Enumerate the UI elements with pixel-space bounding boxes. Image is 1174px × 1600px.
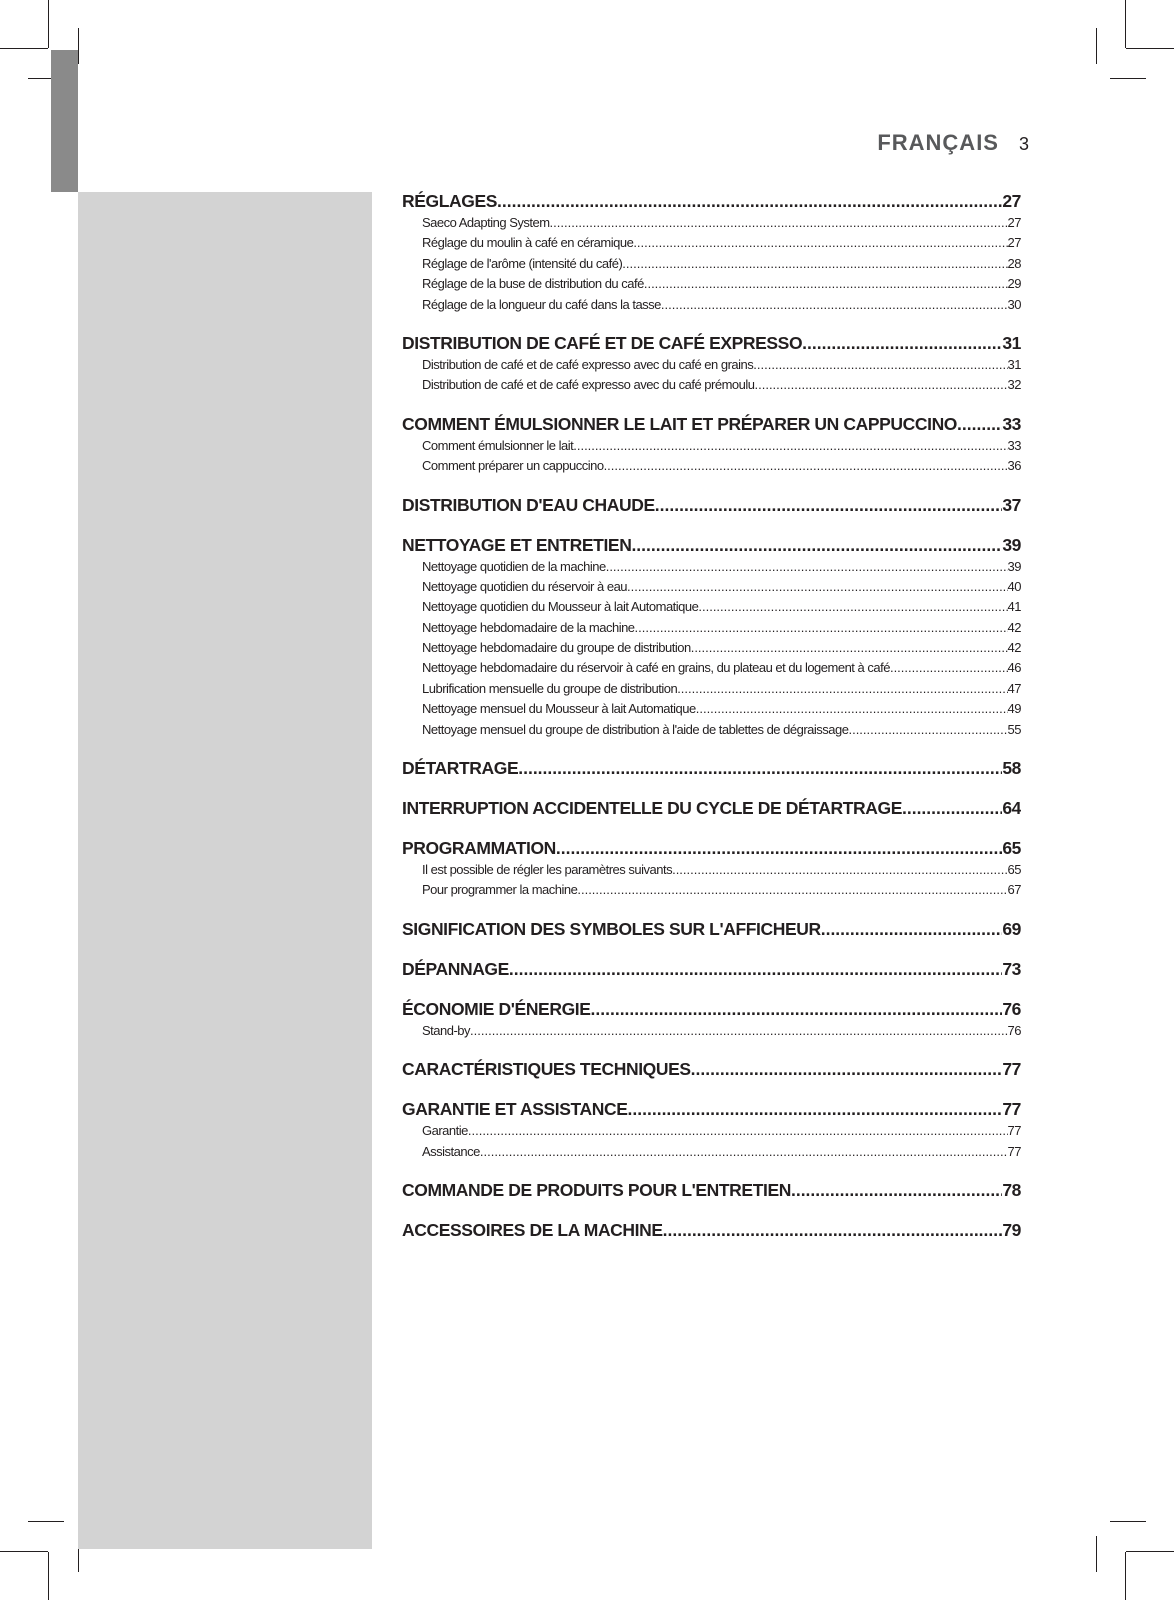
dot-leader (509, 957, 1002, 981)
toc-subentry[interactable] (402, 860, 1021, 880)
toc-entry-page: 77 (1002, 1099, 1021, 1120)
toc-entry[interactable] (402, 331, 1021, 355)
crop-mark (48, 1552, 49, 1600)
toc-entry-title: SIGNIFICATION DES SYMBOLES SUR L'AFFICHEUR (402, 918, 821, 939)
toc-subentry-title: Il est possible de régler les paramètres suivants (422, 862, 673, 878)
toc-entry-page: 64 (1002, 798, 1021, 819)
toc-subentry-title: Nettoyage mensuel du Mousseur à lait Automatique (422, 701, 696, 717)
toc-subentry-page: 77 (1007, 1123, 1021, 1139)
toc-subentry-page: 27 (1007, 235, 1021, 251)
toc-subentry-page: 49 (1007, 701, 1021, 717)
toc-subentry[interactable] (402, 638, 1021, 658)
toc-section (402, 917, 1021, 941)
toc-subentry-page: 30 (1007, 296, 1021, 312)
crop-mark (0, 1551, 48, 1552)
toc-entry[interactable] (402, 412, 1021, 436)
toc-section (402, 756, 1021, 780)
toc-entry-title: DISTRIBUTION D'EAU CHAUDE (402, 494, 655, 515)
toc-entry-page: 33 (1002, 413, 1021, 434)
toc-subentry-title: Nettoyage hebdomadaire de la machine (422, 619, 635, 635)
crop-mark (1126, 48, 1174, 49)
toc-entry-page: 58 (1002, 758, 1021, 779)
toc-subentry-page: 36 (1007, 458, 1021, 474)
crop-mark (1125, 1552, 1126, 1600)
toc-subentry-title: Garantie (422, 1123, 468, 1139)
toc-subentry-title: Comment émulsionner le lait (422, 437, 574, 453)
toc-section (402, 493, 1021, 517)
toc-subentry[interactable] (402, 679, 1021, 699)
toc-section (402, 997, 1021, 1041)
dot-leader (691, 638, 1008, 658)
crop-mark (78, 28, 79, 64)
dot-leader (518, 756, 1002, 780)
toc-subentry[interactable] (402, 295, 1021, 315)
crop-mark (1096, 28, 1097, 64)
side-tab (51, 50, 78, 192)
toc-subentry[interactable] (402, 557, 1021, 577)
toc-subentry[interactable] (402, 355, 1021, 375)
toc-subentry-page: 76 (1007, 1022, 1021, 1038)
dot-leader (573, 436, 1007, 456)
toc-section (402, 836, 1021, 901)
toc-entry-page: 31 (1002, 332, 1021, 353)
toc-subentry-page: 41 (1007, 599, 1021, 615)
toc-entry-title: GARANTIE ET ASSISTANCE (402, 1099, 628, 1120)
dot-leader (556, 836, 1002, 860)
dot-leader (635, 618, 1008, 638)
toc-section (402, 412, 1021, 477)
toc-entry-page: 73 (1002, 958, 1021, 979)
toc-subentry-page: 28 (1007, 255, 1021, 271)
dot-leader (655, 493, 1003, 517)
toc-entry-page: 65 (1002, 838, 1021, 859)
toc-subentry-title: Réglage de l'arôme (intensité du café) (422, 255, 623, 271)
toc-subentry-page: 42 (1007, 619, 1021, 635)
dot-leader (480, 1142, 1008, 1162)
toc-entry-title: DÉTARTRAGE (402, 758, 519, 779)
dot-leader (644, 274, 1008, 294)
toc-subentry[interactable] (402, 577, 1021, 597)
dot-leader (470, 1021, 1007, 1041)
toc-entry-page: 39 (1002, 534, 1021, 555)
toc-subentry-title: Réglage de la buse de distribution du café (422, 276, 644, 292)
dot-leader (791, 1178, 1002, 1202)
toc-subentry[interactable] (402, 880, 1021, 900)
toc-subentry-page: 32 (1007, 377, 1021, 393)
toc-entry[interactable] (402, 756, 1021, 780)
toc-entry-title: COMMENT ÉMULSIONNER LE LAIT ET PRÉPARER UN CAPPUCCINO (402, 413, 958, 434)
toc-section (402, 1097, 1021, 1162)
toc-subentry-page: 27 (1007, 215, 1021, 230)
toc-entry[interactable] (402, 997, 1021, 1021)
toc-section (402, 1218, 1021, 1242)
page-header (877, 130, 1029, 156)
crop-mark (1096, 1536, 1097, 1572)
toc-subentry[interactable] (402, 720, 1021, 740)
toc-subentry-title: Distribution de café et de café expresso avec du café en grains (422, 356, 754, 372)
dot-leader (604, 456, 1008, 476)
toc-subentry-title: Assistance (422, 1143, 480, 1159)
toc-subentry[interactable] (402, 699, 1021, 719)
toc-subentry-title: Réglage de la longueur du café dans la tasse (422, 296, 661, 312)
toc-entry-page: 27 (1002, 191, 1021, 211)
dot-leader (577, 880, 1007, 900)
toc-entry-title: ÉCONOMIE D'ÉNERGIE (402, 998, 591, 1019)
toc-section (402, 331, 1021, 396)
dot-leader (591, 997, 1003, 1021)
toc-entry-title: ACCESSOIRES DE LA MACHINE (402, 1219, 663, 1240)
toc-subentry-page: 46 (1007, 660, 1021, 676)
toc-subentry[interactable] (402, 274, 1021, 294)
dot-leader (631, 533, 1002, 557)
toc-entry[interactable] (402, 1057, 1021, 1081)
toc-subentry-page: 55 (1007, 721, 1021, 737)
toc-entry-title: CARACTÉRISTIQUES TECHNIQUES (402, 1059, 691, 1080)
toc-subentry-title: Réglage du moulin à café en céramique (422, 235, 634, 251)
toc-subentry[interactable] (402, 375, 1021, 395)
dot-leader (661, 295, 1008, 315)
toc-subentry[interactable] (402, 597, 1021, 617)
toc-entry-title: NETTOYAGE ET ENTRETIEN (402, 534, 632, 555)
toc-entry-title: DÉPANNAGE (402, 958, 509, 979)
dot-leader (848, 720, 1007, 740)
toc-subentry-page: 42 (1007, 640, 1021, 656)
toc-entry[interactable] (402, 1097, 1021, 1121)
toc-entry-title: COMMANDE DE PRODUITS POUR L'ENTRETIEN (402, 1179, 791, 1200)
toc-entry[interactable] (402, 917, 1021, 941)
toc-subentry-title: Nettoyage quotidien du réservoir à eau (422, 578, 628, 594)
toc-subentry[interactable] (402, 658, 1021, 678)
toc-entry-title: RÉGLAGES (402, 191, 498, 211)
dot-leader (802, 331, 1002, 355)
toc-subentry-page: 77 (1007, 1143, 1021, 1159)
dot-leader (691, 1057, 1003, 1081)
dot-leader (606, 557, 1008, 577)
toc-section (402, 1178, 1021, 1202)
dot-leader (902, 796, 1002, 820)
toc-subentry-title: Nettoyage quotidien du Mousseur à lait Automatique (422, 599, 699, 615)
table-of-contents (402, 189, 1021, 1258)
dot-leader (698, 597, 1007, 617)
dot-leader (550, 213, 1008, 233)
dot-leader (753, 355, 1007, 375)
toc-subentry[interactable] (402, 233, 1021, 253)
toc-subentry-title: Lubrification mensuelle du groupe de distribution (422, 680, 678, 696)
toc-subentry[interactable] (402, 254, 1021, 274)
toc-entry-title: DISTRIBUTION DE CAFÉ ET DE CAFÉ EXPRESSO (402, 332, 803, 353)
toc-subentry-title: Saeco Adapting System (422, 215, 550, 230)
toc-section (402, 189, 1021, 315)
toc-subentry-page: 39 (1007, 558, 1021, 574)
toc-subentry[interactable] (402, 1142, 1021, 1162)
toc-subentry[interactable] (402, 436, 1021, 456)
dot-leader (622, 254, 1007, 274)
toc-subentry-title: Nettoyage hebdomadaire du réservoir à café en grains, du plateau et du logement à café (422, 660, 890, 676)
toc-entry-page: 77 (1002, 1059, 1021, 1080)
crop-mark (0, 48, 48, 49)
crop-mark (1110, 1521, 1146, 1522)
crop-mark (48, 0, 49, 48)
dot-leader (677, 679, 1007, 699)
dot-leader (627, 577, 1007, 597)
toc-subentry-title: Nettoyage mensuel du groupe de distribution à l'aide de tablettes de dégraissage (422, 721, 849, 737)
language-label: FRANÇAIS (877, 130, 999, 155)
dot-leader (663, 1218, 1003, 1242)
toc-subentry-title: Stand-by (422, 1022, 471, 1038)
crop-mark (1125, 0, 1126, 48)
toc-entry[interactable] (402, 796, 1021, 820)
dot-leader (672, 860, 1007, 880)
toc-subentry-title: Nettoyage quotidien de la machine (422, 558, 606, 574)
crop-mark (1110, 78, 1146, 79)
toc-subentry-page: 31 (1007, 356, 1021, 372)
dot-leader (696, 699, 1008, 719)
toc-subentry-title: Pour programmer la machine (422, 882, 578, 898)
crop-mark (1126, 1551, 1174, 1552)
dot-leader (468, 1121, 1008, 1141)
toc-entry-page: 79 (1002, 1219, 1021, 1240)
toc-subentry[interactable] (402, 1121, 1021, 1141)
toc-section (402, 796, 1021, 820)
toc-subentry-title: Comment préparer un cappuccino (422, 458, 604, 474)
toc-entry-page: 78 (1002, 1179, 1021, 1200)
toc-subentry-page: 47 (1007, 680, 1021, 696)
dot-leader (957, 412, 1002, 436)
toc-subentry[interactable] (402, 456, 1021, 476)
toc-entry-page: 37 (1002, 494, 1021, 515)
toc-entry[interactable] (402, 1178, 1021, 1202)
dot-leader (755, 375, 1008, 395)
side-panel (78, 192, 372, 1549)
toc-entry-title: PROGRAMMATION (402, 838, 556, 859)
toc-subentry-page: 29 (1007, 276, 1021, 292)
toc-subentry-page: 65 (1007, 862, 1021, 878)
toc-subentry-title: Distribution de café et de café expresso avec du café prémoulu (422, 377, 755, 393)
dot-leader (890, 658, 1008, 678)
toc-subentry-page: 40 (1007, 578, 1021, 594)
toc-entry[interactable] (402, 1218, 1021, 1242)
toc-entry-page: 76 (1002, 998, 1021, 1019)
toc-subentry-title: Nettoyage hebdomadaire du groupe de distribution (422, 640, 691, 656)
toc-entry[interactable] (402, 957, 1021, 981)
toc-entry-page: 69 (1002, 918, 1021, 939)
toc-entry[interactable] (402, 189, 1021, 213)
dot-leader (628, 1097, 1003, 1121)
toc-entry[interactable] (402, 533, 1021, 557)
dot-leader (633, 233, 1007, 253)
toc-subentry[interactable] (402, 213, 1021, 233)
crop-mark (28, 1521, 64, 1522)
dot-leader (497, 189, 1002, 213)
page-number: 3 (1018, 134, 1029, 154)
toc-entry[interactable] (402, 836, 1021, 860)
toc-section (402, 533, 1021, 741)
toc-subentry[interactable] (402, 1021, 1021, 1041)
dot-leader (821, 917, 1003, 941)
toc-section (402, 1057, 1021, 1081)
toc-entry[interactable] (402, 493, 1021, 517)
toc-subentry-page: 67 (1007, 882, 1021, 898)
toc-subentry-page: 33 (1007, 437, 1021, 453)
toc-subentry[interactable] (402, 618, 1021, 638)
toc-section (402, 957, 1021, 981)
toc-entry-title: INTERRUPTION ACCIDENTELLE DU CYCLE DE DÉTARTRAGE (402, 798, 902, 819)
